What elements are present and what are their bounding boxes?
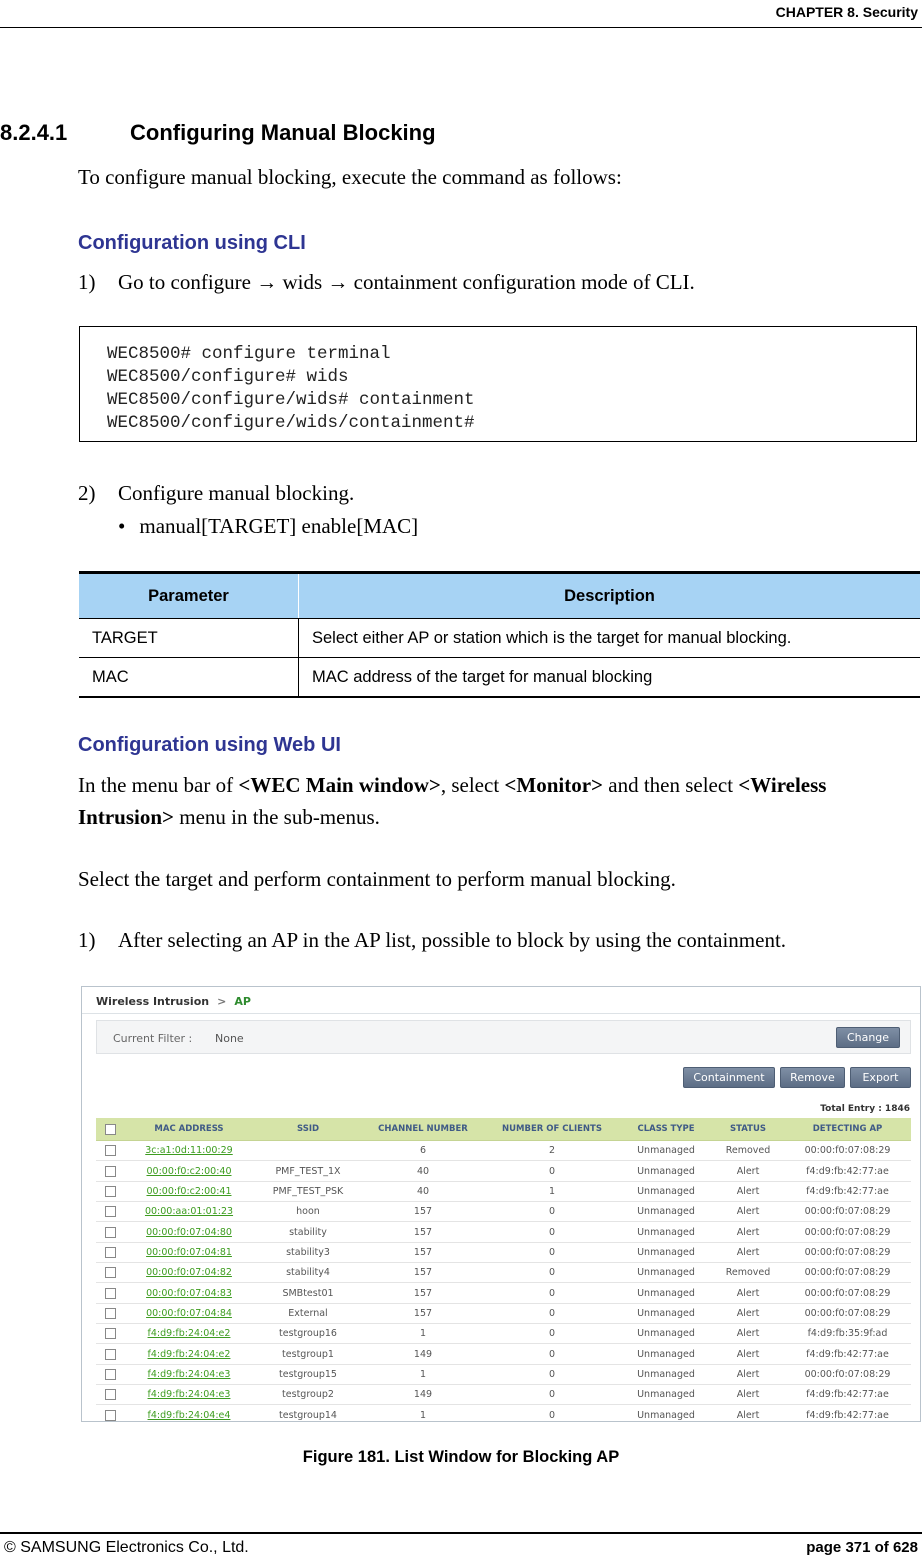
breadcrumb-root[interactable]: Wireless Intrusion: [96, 995, 210, 1008]
clients-cell: 0: [484, 1364, 620, 1384]
mac-address-link[interactable]: 00:00:f0:07:04:80: [124, 1222, 254, 1242]
row-select-cell: [96, 1324, 124, 1344]
webui-paragraph: [78, 769, 918, 833]
class-type-cell: Unmanaged: [620, 1405, 712, 1422]
step-text: Go to configure → wids → containment configuration mode of CLI.: [118, 270, 695, 294]
channel-cell: 157: [362, 1242, 484, 1262]
row-select-cell: [96, 1283, 124, 1303]
class-type-cell: Unmanaged: [620, 1222, 712, 1242]
row-select-cell: [96, 1141, 124, 1161]
row-checkbox[interactable]: [105, 1267, 116, 1278]
channel-cell: 1: [362, 1324, 484, 1344]
footer-page-number: page 371 of 628: [806, 1539, 918, 1556]
ssid-cell: stability4: [254, 1263, 362, 1283]
bullet-item: [118, 514, 418, 539]
table-row[interactable]: [96, 1283, 911, 1303]
text-run: In the menu bar of: [78, 773, 239, 797]
detecting-ap-cell: f4:d9:fb:42:77:ae: [784, 1181, 911, 1201]
clients-cell: 0: [484, 1283, 620, 1303]
webui-paragraph-2: Select the target and perform containment to perform manual blocking.: [78, 867, 676, 891]
table-header-row: [79, 573, 920, 619]
row-select-cell: [96, 1405, 124, 1422]
detecting-ap-cell: f4:d9:fb:42:77:ae: [784, 1385, 911, 1405]
channel-cell: 157: [362, 1303, 484, 1323]
channel-cell: 40: [362, 1161, 484, 1181]
containment-button[interactable]: Containment: [683, 1067, 775, 1088]
column-header[interactable]: NUMBER OF CLIENTS: [484, 1118, 620, 1141]
select-all-cell: [96, 1118, 124, 1141]
step-text: Configure manual blocking.: [118, 481, 355, 505]
ssid-cell: SMBtest01: [254, 1283, 362, 1303]
row-select-cell: [96, 1242, 124, 1262]
detecting-ap-cell: f4:d9:fb:42:77:ae: [784, 1344, 911, 1364]
ssid-cell: testgroup1: [254, 1344, 362, 1364]
figure-caption: Figure 181. List Window for Blocking AP: [302, 1448, 620, 1466]
column-header[interactable]: CLASS TYPE: [620, 1118, 712, 1141]
mac-address-link[interactable]: f4:d9:fb:24:04:e3: [124, 1364, 254, 1384]
row-checkbox[interactable]: [105, 1308, 116, 1319]
column-header[interactable]: CHANNEL NUMBER: [362, 1118, 484, 1141]
row-checkbox[interactable]: [105, 1206, 116, 1217]
row-checkbox[interactable]: [105, 1227, 116, 1238]
step-number: 1): [78, 270, 96, 294]
class-type-cell: Unmanaged: [620, 1181, 712, 1201]
table-row[interactable]: [96, 1181, 911, 1201]
footer-divider: [0, 1532, 922, 1534]
mac-address-link[interactable]: f4:d9:fb:24:04:e3: [124, 1385, 254, 1405]
row-checkbox[interactable]: [105, 1288, 116, 1299]
table-cell: MAC address of the target for manual blocking: [299, 658, 921, 698]
divider: [82, 1013, 920, 1014]
ssid-cell: stability: [254, 1222, 362, 1242]
status-cell: Alert: [712, 1202, 784, 1222]
clients-cell: 0: [484, 1344, 620, 1364]
mac-address-link[interactable]: f4:d9:fb:24:04:e2: [124, 1324, 254, 1344]
row-checkbox[interactable]: [105, 1349, 116, 1360]
detecting-ap-cell: 00:00:f0:07:08:29: [784, 1263, 911, 1283]
code-line: WEC8500# configure terminal: [107, 344, 391, 364]
text-run: <Monitor>: [504, 773, 603, 797]
channel-cell: 6: [362, 1141, 484, 1161]
table-header: Parameter: [79, 573, 299, 619]
filter-value: None: [215, 1032, 244, 1045]
row-select-cell: [96, 1202, 124, 1222]
table-row[interactable]: [96, 1222, 911, 1242]
parameter-table: [79, 571, 920, 698]
status-cell: Alert: [712, 1303, 784, 1323]
change-button[interactable]: Change: [836, 1027, 900, 1048]
detecting-ap-cell: 00:00:f0:07:08:29: [784, 1364, 911, 1384]
code-line: WEC8500/configure/wids# containment: [107, 390, 475, 410]
mac-address-link[interactable]: 00:00:aa:01:01:23: [124, 1202, 254, 1222]
table-row[interactable]: [96, 1161, 911, 1181]
mac-address-link[interactable]: 00:00:f0:07:04:82: [124, 1263, 254, 1283]
status-cell: Alert: [712, 1364, 784, 1384]
filter-label: Current Filter :: [113, 1032, 193, 1045]
clients-cell: 0: [484, 1222, 620, 1242]
cli-heading: Configuration using CLI: [78, 232, 306, 254]
ssid-cell: PMF_TEST_1X: [254, 1161, 362, 1181]
mac-address-link[interactable]: f4:d9:fb:24:04:e2: [124, 1344, 254, 1364]
mac-address-link[interactable]: 3c:a1:0d:11:00:29: [124, 1141, 254, 1161]
channel-cell: 1: [362, 1405, 484, 1422]
detecting-ap-cell: 00:00:f0:07:08:29: [784, 1303, 911, 1323]
column-header[interactable]: SSID: [254, 1118, 362, 1141]
header-divider: [0, 27, 922, 28]
class-type-cell: Unmanaged: [620, 1324, 712, 1344]
text-run: <WEC Main window>: [238, 773, 441, 797]
row-checkbox[interactable]: [105, 1389, 116, 1400]
class-type-cell: Unmanaged: [620, 1385, 712, 1405]
status-cell: Removed: [712, 1263, 784, 1283]
ssid-cell: [254, 1141, 362, 1161]
status-cell: Alert: [712, 1385, 784, 1405]
clients-cell: 0: [484, 1263, 620, 1283]
ssid-cell: External: [254, 1303, 362, 1323]
text-run: , select: [440, 773, 505, 797]
class-type-cell: Unmanaged: [620, 1202, 712, 1222]
table-row[interactable]: [96, 1324, 911, 1344]
detecting-ap-cell: 00:00:f0:07:08:29: [784, 1222, 911, 1242]
table-cell: TARGET: [79, 619, 299, 658]
code-line: WEC8500/configure/wids/containment#: [107, 413, 475, 433]
table-row[interactable]: [96, 1242, 911, 1262]
clients-cell: 0: [484, 1202, 620, 1222]
total-entry: Total Entry : 1846: [820, 1104, 910, 1114]
class-type-cell: Unmanaged: [620, 1344, 712, 1364]
mac-address-link[interactable]: 00:00:f0:07:04:83: [124, 1283, 254, 1303]
ssid-cell: testgroup16: [254, 1324, 362, 1344]
table-row[interactable]: [96, 1364, 911, 1384]
footer-copyright: © SAMSUNG Electronics Co., Ltd.: [4, 1539, 249, 1556]
class-type-cell: Unmanaged: [620, 1303, 712, 1323]
status-cell: Alert: [712, 1161, 784, 1181]
class-type-cell: Unmanaged: [620, 1141, 712, 1161]
webui-step-1: [0, 928, 922, 954]
row-select-cell: [96, 1222, 124, 1242]
breadcrumb-separator: >: [217, 995, 227, 1008]
table-row[interactable]: [96, 1202, 911, 1222]
detecting-ap-cell: 00:00:f0:07:08:29: [784, 1242, 911, 1262]
channel-cell: 149: [362, 1385, 484, 1405]
mac-address-link[interactable]: f4:d9:fb:24:04:e4: [124, 1405, 254, 1422]
row-checkbox[interactable]: [105, 1410, 116, 1421]
step-number: 1): [78, 928, 96, 952]
row-checkbox[interactable]: [105, 1247, 116, 1258]
class-type-cell: Unmanaged: [620, 1364, 712, 1384]
class-type-cell: Unmanaged: [620, 1161, 712, 1181]
text-run: Intrusion>: [78, 805, 174, 829]
row-select-cell: [96, 1344, 124, 1364]
ssid-cell: hoon: [254, 1202, 362, 1222]
webui-heading: Configuration using Web UI: [78, 734, 341, 756]
table-row[interactable]: [96, 1405, 911, 1422]
text-run: and then select: [603, 773, 739, 797]
ssid-cell: testgroup2: [254, 1385, 362, 1405]
table-header: Description: [299, 573, 921, 619]
ssid-cell: PMF_TEST_PSK: [254, 1181, 362, 1201]
channel-cell: 157: [362, 1202, 484, 1222]
step-text: After selecting an AP in the AP list, possible to block by using the containment.: [118, 928, 787, 952]
status-cell: Alert: [712, 1324, 784, 1344]
channel-cell: 157: [362, 1222, 484, 1242]
row-checkbox[interactable]: [105, 1145, 116, 1156]
remove-button[interactable]: Remove: [780, 1067, 845, 1088]
breadcrumb-current: AP: [234, 995, 251, 1008]
table-header-row: [96, 1118, 911, 1141]
class-type-cell: Unmanaged: [620, 1242, 712, 1262]
wireless-intrusion-screenshot: [81, 986, 921, 1422]
select-all-checkbox[interactable]: [105, 1124, 116, 1135]
channel-cell: 149: [362, 1344, 484, 1364]
mac-address-link[interactable]: 00:00:f0:c2:00:41: [124, 1181, 254, 1201]
row-checkbox[interactable]: [105, 1166, 116, 1177]
channel-cell: 157: [362, 1263, 484, 1283]
table-row[interactable]: [96, 1344, 911, 1364]
clients-cell: 0: [484, 1385, 620, 1405]
row-select-cell: [96, 1303, 124, 1323]
bullet-icon: •: [118, 514, 126, 538]
export-button[interactable]: Export: [850, 1067, 911, 1088]
row-checkbox[interactable]: [105, 1369, 116, 1380]
status-cell: Alert: [712, 1242, 784, 1262]
filter-bar: [96, 1020, 911, 1054]
column-header[interactable]: STATUS: [712, 1118, 784, 1141]
status-cell: Alert: [712, 1181, 784, 1201]
mac-address-link[interactable]: 00:00:f0:07:04:81: [124, 1242, 254, 1262]
table-row[interactable]: [96, 1141, 911, 1161]
clients-cell: 0: [484, 1405, 620, 1422]
status-cell: Alert: [712, 1344, 784, 1364]
code-line: WEC8500/configure# wids: [107, 367, 349, 387]
column-header[interactable]: MAC ADDRESS: [124, 1118, 254, 1141]
section-number: 8.2.4.1: [0, 120, 68, 145]
status-cell: Alert: [712, 1405, 784, 1422]
ssid-cell: testgroup14: [254, 1405, 362, 1422]
channel-cell: 40: [362, 1181, 484, 1201]
step-number: 2): [78, 481, 96, 505]
clients-cell: 2: [484, 1141, 620, 1161]
table-row: [79, 658, 920, 698]
intro-text: To configure manual blocking, execute the command as follows:: [78, 165, 622, 189]
row-select-cell: [96, 1364, 124, 1384]
table-row[interactable]: [96, 1303, 911, 1323]
table-cell: MAC: [79, 658, 299, 698]
ap-list-body: [96, 1141, 911, 1423]
row-select-cell: [96, 1263, 124, 1283]
text-run: <Wireless: [738, 773, 827, 797]
breadcrumb: [96, 995, 251, 1008]
clients-cell: 0: [484, 1303, 620, 1323]
detecting-ap-cell: f4:d9:fb:42:77:ae: [784, 1405, 911, 1422]
column-header[interactable]: DETECTING AP: [784, 1118, 911, 1141]
section-title: Configuring Manual Blocking: [130, 120, 436, 145]
cli-code-block: [79, 326, 917, 442]
chapter-header: CHAPTER 8. Security: [775, 4, 918, 20]
channel-cell: 157: [362, 1283, 484, 1303]
clients-cell: 0: [484, 1324, 620, 1344]
mac-address-link[interactable]: 00:00:f0:c2:00:40: [124, 1161, 254, 1181]
ssid-cell: testgroup15: [254, 1364, 362, 1384]
row-select-cell: [96, 1181, 124, 1201]
table-row[interactable]: [96, 1263, 911, 1283]
cli-step-2: [0, 481, 922, 507]
clients-cell: 0: [484, 1242, 620, 1262]
ap-list-table: [96, 1118, 911, 1422]
status-cell: Alert: [712, 1222, 784, 1242]
row-checkbox[interactable]: [105, 1328, 116, 1339]
cli-step-1: [0, 270, 922, 296]
status-cell: Removed: [712, 1141, 784, 1161]
status-cell: Alert: [712, 1283, 784, 1303]
bullet-text: manual[TARGET] enable[MAC]: [139, 514, 419, 538]
section-heading: [0, 120, 436, 146]
row-checkbox[interactable]: [105, 1186, 116, 1197]
row-select-cell: [96, 1161, 124, 1181]
class-type-cell: Unmanaged: [620, 1263, 712, 1283]
table-row: [79, 619, 920, 658]
detecting-ap-cell: f4:d9:fb:35:9f:ad: [784, 1324, 911, 1344]
detecting-ap-cell: 00:00:f0:07:08:29: [784, 1202, 911, 1222]
mac-address-link[interactable]: 00:00:f0:07:04:84: [124, 1303, 254, 1323]
table-row[interactable]: [96, 1385, 911, 1405]
clients-cell: 1: [484, 1181, 620, 1201]
class-type-cell: Unmanaged: [620, 1283, 712, 1303]
row-select-cell: [96, 1385, 124, 1405]
text-run: menu in the sub-menus.: [174, 805, 380, 829]
table-cell: Select either AP or station which is the target for manual blocking.: [299, 619, 921, 658]
clients-cell: 0: [484, 1161, 620, 1181]
channel-cell: 1: [362, 1364, 484, 1384]
detecting-ap-cell: f4:d9:fb:42:77:ae: [784, 1161, 911, 1181]
detecting-ap-cell: 00:00:f0:07:08:29: [784, 1283, 911, 1303]
ssid-cell: stability3: [254, 1242, 362, 1262]
detecting-ap-cell: 00:00:f0:07:08:29: [784, 1141, 911, 1161]
